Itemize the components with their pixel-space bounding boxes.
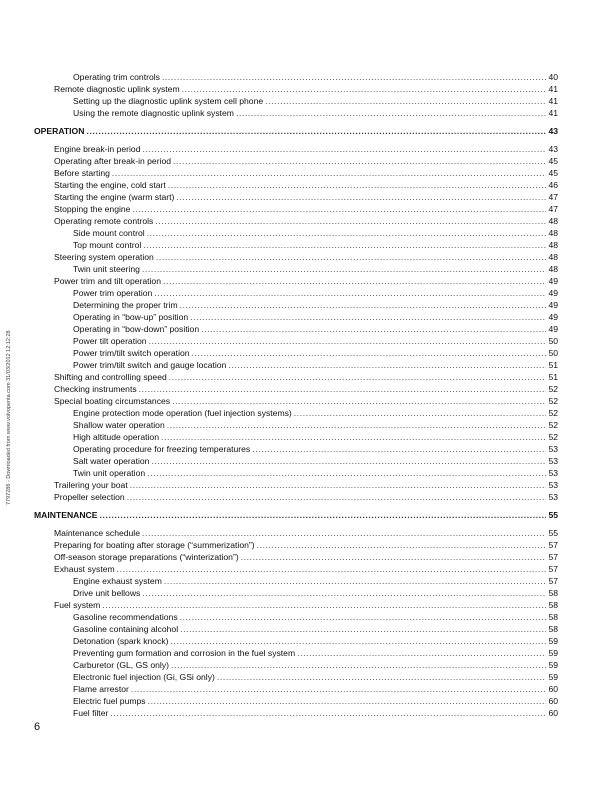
toc-entry[interactable] (34, 455, 558, 467)
toc-entry[interactable] (34, 143, 558, 155)
toc-entry-title: Power trim/tilt switch operation (73, 348, 190, 358)
toc-entry-title: Starting the engine (warm start) (54, 192, 175, 202)
toc-entry-page: 58 (548, 600, 558, 610)
toc-entry[interactable] (34, 659, 558, 671)
dot-leader (176, 191, 546, 203)
toc-entry-title: Using the remote diagnostic uplink system (73, 108, 234, 118)
toc-entry-title: High altitude operation (73, 432, 159, 442)
toc-entry[interactable] (34, 467, 558, 479)
toc-entry[interactable] (34, 491, 558, 503)
toc-entry[interactable] (34, 287, 558, 299)
toc-entry[interactable] (34, 671, 558, 683)
toc-entry[interactable] (34, 419, 558, 431)
dot-leader (154, 287, 546, 299)
toc-entry-page: 52 (548, 432, 558, 442)
toc-entry-title: Maintenance schedule (54, 528, 140, 538)
toc-entry-title: Power trim/tilt switch and gauge location (73, 360, 227, 370)
toc-entry[interactable] (34, 191, 558, 203)
toc-entry-title: Before starting (54, 168, 110, 178)
toc-entry-page: 50 (548, 336, 558, 346)
toc-entry-page: 59 (548, 636, 558, 646)
toc-entry-title: Operating trim controls (73, 72, 160, 82)
toc-entry-page: 53 (548, 468, 558, 478)
toc-entry-page: 53 (548, 492, 558, 502)
toc-entry[interactable] (34, 323, 558, 335)
toc-entry-title: Preparing for boating after storage (“summerization”) (54, 540, 255, 550)
toc-entry-title: Power trim operation (73, 288, 153, 298)
toc-entry-page: 59 (548, 648, 558, 658)
dot-leader (236, 107, 546, 119)
dot-leader (139, 383, 547, 395)
toc-entry-title: Power trim and tilt operation (54, 276, 161, 286)
dot-leader (169, 371, 547, 383)
toc-entry-title: Engine break-in period (54, 144, 141, 154)
toc-entry-page: 57 (548, 564, 558, 574)
toc-entry[interactable] (34, 551, 558, 563)
toc-entry[interactable] (34, 311, 558, 323)
toc-entry-title: Shifting and controlling speed (54, 372, 167, 382)
toc-entry[interactable] (34, 179, 558, 191)
toc-entry[interactable] (34, 347, 558, 359)
dot-leader (172, 395, 546, 407)
toc-entry-title: Off-season storage preparations (“winterization”) (54, 552, 239, 562)
toc-entry-page: 41 (548, 84, 558, 94)
dot-leader (297, 647, 546, 659)
dot-leader (171, 659, 546, 671)
download-watermark: 7797286 - Downloaded from www.volvopenta.com 31/03/2012 12:12:28 (6, 330, 12, 505)
toc-entry-title: Trailering your boat (54, 480, 128, 490)
toc-entry-page: 60 (548, 696, 558, 706)
toc-entry-page: 50 (548, 348, 558, 358)
toc-entry[interactable] (34, 707, 558, 719)
toc-entry[interactable] (34, 443, 558, 455)
toc-entry[interactable] (34, 587, 558, 599)
toc-entry-page: 53 (548, 444, 558, 454)
toc-entry[interactable] (34, 335, 558, 347)
dot-leader (127, 491, 547, 503)
toc-entry-title: Starting the engine, cold start (54, 180, 166, 190)
toc-entry[interactable] (34, 575, 558, 587)
toc-entry-title: Electric fuel pumps (73, 696, 146, 706)
toc-entry-page: 48 (548, 252, 558, 262)
toc-entry[interactable] (34, 563, 558, 575)
toc-entry-title: Operating procedure for freezing temperatures (73, 444, 251, 454)
dot-leader (180, 611, 547, 623)
toc-entry-page: 49 (548, 276, 558, 286)
toc-entry-title: Shallow water operation (73, 420, 165, 430)
toc-entry[interactable] (34, 527, 558, 539)
toc-entry[interactable] (34, 683, 558, 695)
toc-section-heading[interactable] (34, 509, 558, 521)
toc-entry-title: Carburetor (GL, GS only) (73, 660, 169, 670)
toc-entry-page: 48 (548, 228, 558, 238)
dot-leader (147, 227, 547, 239)
toc-entry-page: 55 (548, 528, 558, 538)
dot-leader (173, 155, 546, 167)
toc-entry-page: 52 (548, 396, 558, 406)
toc-entry-page: 49 (548, 288, 558, 298)
toc-entry-title: Special boating circumstances (54, 396, 171, 406)
dot-leader (100, 509, 547, 521)
toc-section-heading[interactable] (34, 125, 558, 137)
dot-leader (168, 179, 547, 191)
toc-entry-page: 52 (548, 408, 558, 418)
dot-leader (102, 599, 546, 611)
toc-entry-title: Twin unit operation (73, 468, 146, 478)
dot-leader (180, 623, 546, 635)
toc-entry[interactable] (34, 167, 558, 179)
toc-entry[interactable] (34, 611, 558, 623)
toc-entry[interactable] (34, 107, 558, 119)
dot-leader (147, 467, 546, 479)
toc-entry-page: 45 (548, 156, 558, 166)
toc-entry-title: Preventing gum formation and corrosion in the fuel system (73, 648, 296, 658)
toc-entry-title: Fuel system (54, 600, 101, 610)
toc-entry-page: 48 (548, 240, 558, 250)
dot-leader (257, 539, 547, 551)
dot-leader (252, 443, 546, 455)
toc-entry[interactable] (34, 203, 558, 215)
page-number: 6 (34, 721, 41, 733)
dot-leader (162, 71, 547, 83)
toc-entry[interactable] (34, 383, 558, 395)
toc-entry-page: 52 (548, 384, 558, 394)
toc-entry-title: Steering system operation (54, 252, 154, 262)
toc-entry-page: 45 (548, 168, 558, 178)
toc-entry-title: Setting up the diagnostic uplink system cell phone (73, 96, 264, 106)
toc-entry-title: Top mount control (73, 240, 142, 250)
toc-entry-title: Operating after break-in period (54, 156, 172, 166)
toc-entry-page: 40 (548, 72, 558, 82)
toc-entry-title: Detonation (spark knock) (73, 636, 169, 646)
toc-entry-page: 55 (548, 510, 558, 520)
toc-entry[interactable] (34, 623, 558, 635)
dot-leader (182, 83, 547, 95)
toc-entry-title: Stopping the engine (54, 204, 131, 214)
toc-entry[interactable] (34, 695, 558, 707)
toc-entry-page: 60 (548, 708, 558, 718)
toc-entry[interactable] (34, 647, 558, 659)
dot-leader (265, 95, 546, 107)
toc-entry-title: Gasoline containing alcohol (73, 624, 179, 634)
toc-entry-page: 57 (548, 576, 558, 586)
toc-entry-page: 53 (548, 480, 558, 490)
dot-leader (163, 275, 546, 287)
dot-leader (131, 683, 547, 695)
dot-leader (241, 551, 547, 563)
dot-leader (151, 455, 546, 467)
toc-entry-page: 48 (548, 216, 558, 226)
toc-entry[interactable] (34, 275, 558, 287)
dot-leader (86, 125, 546, 137)
toc-entry-title: Engine protection mode operation (fuel injection systems) (73, 408, 292, 418)
toc-entry[interactable] (34, 431, 558, 443)
toc-entry[interactable] (34, 215, 558, 227)
toc-entry-title: Flame arrestor (73, 684, 129, 694)
toc-entry-page: 59 (548, 672, 558, 682)
toc-entry[interactable] (34, 635, 558, 647)
toc-entry-title: Power tilt operation (73, 336, 147, 346)
dot-leader (217, 671, 547, 683)
toc-entry-page: 43 (548, 126, 558, 136)
toc-entry-title: Exhaust system (54, 564, 115, 574)
dot-leader (130, 479, 547, 491)
toc-entry[interactable] (34, 227, 558, 239)
dot-leader (190, 311, 546, 323)
toc-entry-page: 46 (548, 180, 558, 190)
dot-leader (167, 419, 547, 431)
dot-leader (148, 695, 547, 707)
dot-leader (142, 527, 546, 539)
toc-entry-title: Operating in “bow-down” position (73, 324, 200, 334)
dot-leader (142, 143, 546, 155)
toc-entry-page: 49 (548, 300, 558, 310)
toc-entry-title: Drive unit bellows (73, 588, 141, 598)
dot-leader (132, 203, 546, 215)
toc-entry-page: 60 (548, 684, 558, 694)
toc-entry-page: 41 (548, 96, 558, 106)
toc-entry[interactable] (34, 83, 558, 95)
toc-entry-page: 58 (548, 588, 558, 598)
dot-leader (156, 251, 547, 263)
toc-entry-title: Gasoline recommendations (73, 612, 178, 622)
toc-entry-page: 47 (548, 192, 558, 202)
toc-entry[interactable] (34, 371, 558, 383)
toc-entry[interactable] (34, 263, 558, 275)
toc-entry[interactable] (34, 251, 558, 263)
toc-entry-title: Remote diagnostic uplink system (54, 84, 180, 94)
toc-entry[interactable] (34, 155, 558, 167)
dot-leader (117, 563, 547, 575)
dot-leader (142, 263, 547, 275)
toc-entry-page: 59 (548, 660, 558, 670)
toc-entry[interactable] (34, 395, 558, 407)
toc-entry-page: 49 (548, 324, 558, 334)
dot-leader (192, 347, 547, 359)
toc-entry-page: 58 (548, 624, 558, 634)
toc-entry-title: Electronic fuel injection (Gi, GSi only) (73, 672, 215, 682)
toc-entry[interactable] (34, 359, 558, 371)
dot-leader (149, 335, 547, 347)
dot-leader (112, 167, 547, 179)
dot-leader (171, 635, 547, 647)
toc-entry[interactable] (34, 539, 558, 551)
toc-entry-title: OPERATION (34, 126, 85, 136)
dot-leader (201, 323, 546, 335)
table-of-contents (34, 71, 558, 719)
toc-entry-title: Engine exhaust system (73, 576, 162, 586)
toc-entry[interactable] (34, 299, 558, 311)
toc-entry-title: MAINTENANCE (34, 510, 98, 520)
dot-leader (155, 215, 546, 227)
dot-leader (110, 707, 546, 719)
dot-leader (294, 407, 547, 419)
toc-entry-title: Side mount control (73, 228, 145, 238)
toc-entry-title: Checking instruments (54, 384, 137, 394)
toc-entry-page: 53 (548, 456, 558, 466)
toc-entry-page: 49 (548, 312, 558, 322)
dot-leader (143, 239, 546, 251)
toc-entry-page: 57 (548, 552, 558, 562)
toc-entry-page: 58 (548, 612, 558, 622)
toc-entry[interactable] (34, 95, 558, 107)
toc-entry-title: Salt water operation (73, 456, 150, 466)
toc-entry-page: 51 (548, 372, 558, 382)
toc-entry[interactable] (34, 479, 558, 491)
toc-entry-title: Determining the proper trim (73, 300, 178, 310)
toc-entry-title: Twin unit steering (73, 264, 140, 274)
toc-entry-title: Propeller selection (54, 492, 125, 502)
dot-leader (180, 299, 547, 311)
dot-leader (142, 587, 546, 599)
toc-entry-title: Fuel filter (73, 708, 109, 718)
toc-entry-page: 43 (548, 144, 558, 154)
toc-entry-page: 52 (548, 420, 558, 430)
toc-entry[interactable] (34, 71, 558, 83)
toc-entry-page: 51 (548, 360, 558, 370)
toc-entry-title: Operating remote controls (54, 216, 154, 226)
toc-entry-page: 47 (548, 204, 558, 214)
toc-entry-page: 41 (548, 108, 558, 118)
toc-entry-title: Operating in “bow-up” position (73, 312, 189, 322)
dot-leader (164, 575, 547, 587)
toc-entry-page: 57 (548, 540, 558, 550)
toc-entry[interactable] (34, 407, 558, 419)
dot-leader (228, 359, 546, 371)
toc-entry[interactable] (34, 599, 558, 611)
toc-entry-page: 48 (548, 264, 558, 274)
dot-leader (161, 431, 546, 443)
toc-entry[interactable] (34, 239, 558, 251)
